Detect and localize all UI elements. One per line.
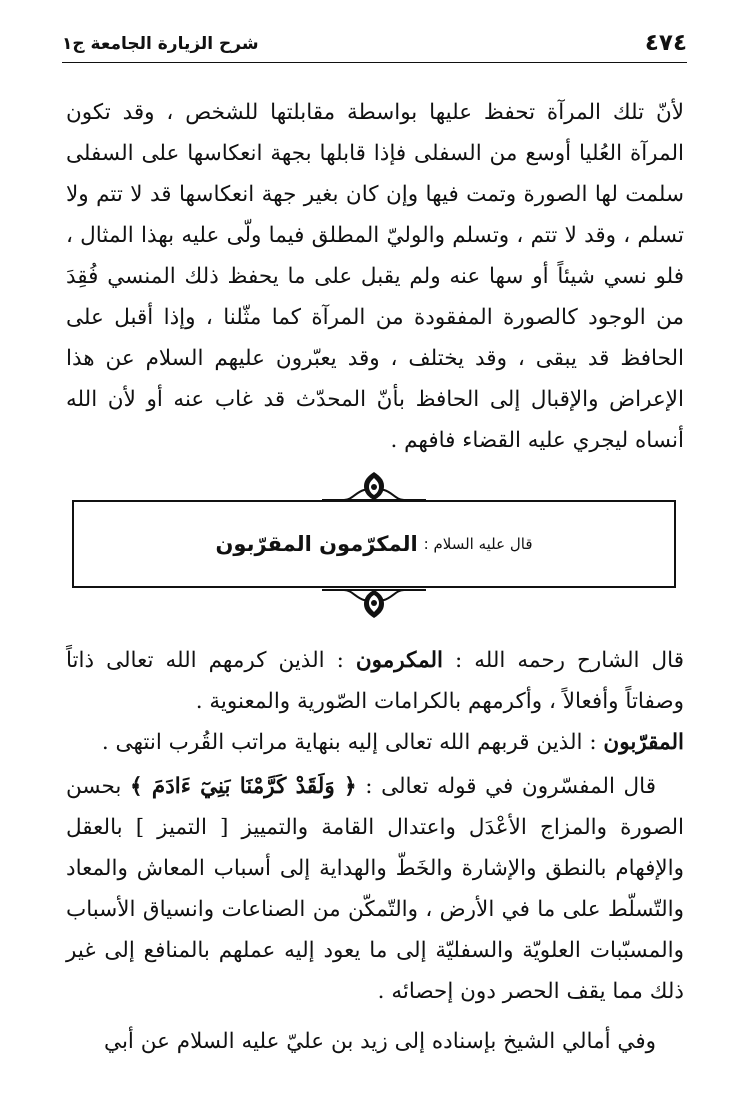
term-mukramun: المكرمون [355, 648, 443, 673]
page-number: ٤٧٤ [644, 30, 687, 56]
arabesque-ornament-icon [322, 470, 426, 504]
paragraph-text: بحسن الصورة والمزاج الأعْدَل واعتدال القامة والتمييز [ التميز ] بالعقل والإفهام بالنطق والإشارة والخَطّ والهداية إلى أسباب المعاش والمعاد والتّسلّط على ما في الأرض ، والتّمكّن من الصناعات وانسياق الأسباب والمسبّبات العلويّة والسفليّة إلى ما يعود إليه عملهم بالمنافع إلى غير ذلك مما يقف الحصر دون إحصائه . [66, 774, 684, 1004]
body-paragraph [66, 640, 684, 763]
body-paragraph [66, 1021, 684, 1062]
quran-verse: ﴿ وَلَقَدْ كَرَّمْنَا بَنِيٓ ءَادَمَ ﴾ [130, 774, 357, 799]
term-definition: : الذين قربهم الله تعالى إليه بنهاية مراتب القُرب انتهى . [101, 730, 597, 755]
running-header [62, 28, 687, 63]
body-paragraph [66, 766, 684, 1012]
exegetes-intro: قال المفسّرون في قوله تعالى : [365, 774, 656, 799]
book-title: شرح الزيارة الجامعة ج١ [62, 34, 259, 54]
heading-prefix: قال عليه السلام : [423, 535, 533, 553]
paragraph-text: لأنّ تلك المرآة تحفظ عليها بواسطة مقابلتها للشخص ، وقد تكون المرآة العُليا أوسع من السفلى فإذا قابلها بجهة انعكاسها على السفلى سلمت لها الصورة وتمت فيها وإن كان بغير جهة انعكاسها قد لا تتم ولا تسلم ، وقد لا تتم ، وتسلم والوليّ المطلق فيما ولّى عليه بهذا المثال ، فلو نسي شيئاً أو سها عنه ولم يقبل على ما يحفظ ذلك المنسي فُقِدَ من الوجود كالصورة المفقودة من المرآة كما مثّلنا ، وإذا أقبل على الحافظ قد يبقى ، وقد يختلف ، وقد يعبّرون عليهم السلام عن هذا الإعراض والإقبال إلى الحافظ بأنّ المحدّث قد غاب عنه أو لأن الله أنساه ليجري عليه القضاء فافهم . [66, 100, 684, 453]
section-heading-box [72, 500, 676, 588]
term-muqarrabun: المقرّبون [603, 730, 684, 755]
body-paragraph [66, 92, 684, 461]
commentator-intro: قال الشارح رحمه الله : [454, 648, 684, 673]
heading-title: المكرّمون المقرّبون [215, 532, 418, 556]
term-definition: : الذين كرمهم الله تعالى ذاتاً وصفاتاً وأفعالاً ، وأكرمهم بالكرامات الصّورية والمعنوية . [66, 648, 684, 714]
paragraph-text: وفي أمالي الشيخ بإسناده إلى زيد بن عليّ عليه السلام عن أبي [104, 1029, 656, 1054]
arabesque-ornament-icon [322, 586, 426, 620]
